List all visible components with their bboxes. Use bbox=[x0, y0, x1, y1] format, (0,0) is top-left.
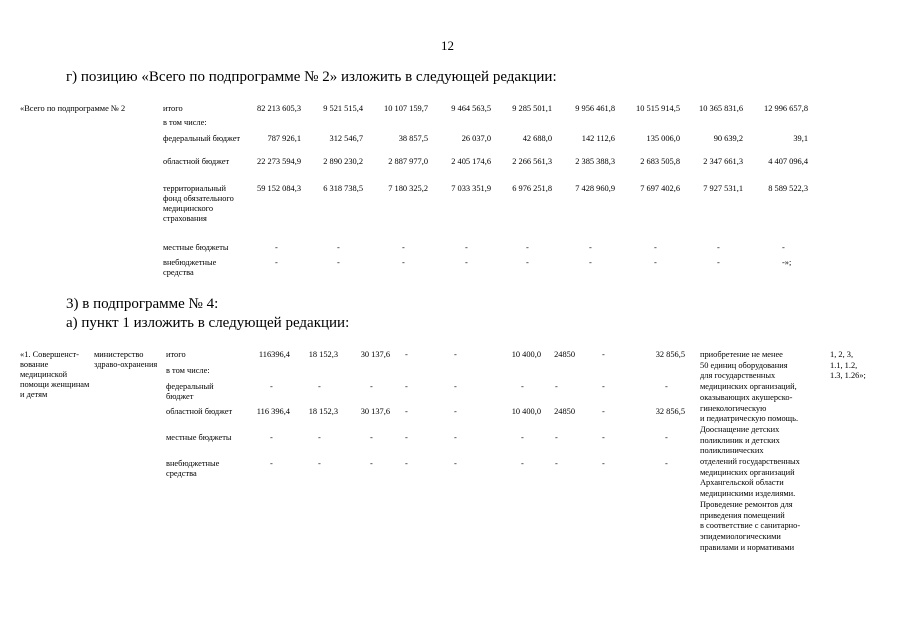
heading-position-total: г) позицию «Всего по подпрограмме № 2» изложить в следующей редакции: bbox=[66, 69, 557, 85]
description-line: поликлиник и детских bbox=[700, 435, 780, 445]
table1-cell: - bbox=[526, 258, 529, 267]
table2-cell: 32 856,5 bbox=[655, 350, 685, 359]
table1-cell: 2 385 388,3 bbox=[575, 157, 615, 166]
table1-cell: 7 428 960,9 bbox=[575, 184, 615, 193]
table1-cell: 787 926,1 bbox=[267, 134, 301, 143]
table2-cell: 18 152,3 bbox=[308, 407, 338, 416]
table2-cell: - bbox=[521, 433, 524, 442]
table1-cell: 7 697 402,6 bbox=[640, 184, 680, 193]
table1-cell: 38 857,5 bbox=[398, 134, 428, 143]
table1-cell: 2 887 977,0 bbox=[388, 157, 428, 166]
description-line: гинекологическую bbox=[700, 403, 767, 413]
table2-cell: 24850 bbox=[554, 407, 575, 416]
table2-cell: - bbox=[318, 459, 321, 468]
page-number: 12 bbox=[441, 38, 454, 53]
heading-subprogram-4: 3) в подпрограмме № 4: bbox=[66, 296, 219, 312]
table2-cell: - bbox=[370, 433, 373, 442]
table2-cell: 10 400,0 bbox=[511, 350, 541, 359]
table1-cell: - bbox=[717, 258, 720, 267]
description-line: приобретение не менее bbox=[700, 350, 783, 359]
table1-cell: -»; bbox=[782, 258, 792, 267]
table2-cell: - bbox=[555, 382, 558, 391]
table1-row-label: местные бюджеты bbox=[163, 243, 229, 252]
table2-cell: - bbox=[405, 407, 408, 416]
table1-cell: 2 683 505,8 bbox=[640, 157, 680, 166]
table1-cell: - bbox=[526, 243, 529, 252]
table1-cell: 59 152 084,3 bbox=[257, 184, 301, 193]
table1-cell: - bbox=[402, 243, 405, 252]
table1-cell: 4 407 096,4 bbox=[768, 157, 808, 166]
table1-cell: 142 112,6 bbox=[581, 134, 615, 143]
description-line: эпидемиологическими bbox=[700, 531, 781, 541]
table2-row-label: федеральный бюджет bbox=[166, 382, 214, 401]
table2-cell: - bbox=[602, 382, 605, 391]
table2-cell: - bbox=[454, 350, 457, 359]
indicator-line: 1.1, 1.2, bbox=[830, 360, 858, 370]
table1-cell: 26 037,0 bbox=[461, 134, 491, 143]
table2-cell: - bbox=[521, 459, 524, 468]
table2-cell: 116 396,4 bbox=[256, 407, 290, 416]
table1-cell: 8 589 522,3 bbox=[768, 184, 808, 193]
table2-description bbox=[700, 350, 800, 553]
table1-cell: - bbox=[654, 258, 657, 267]
table1-row-label: областной бюджет bbox=[163, 157, 230, 166]
description-line: отделений государственных bbox=[700, 457, 800, 467]
table1-row-label: внебюджетные средства bbox=[163, 258, 217, 277]
table2-cell: - bbox=[370, 382, 373, 391]
description-line: Дооснащение детских bbox=[700, 424, 780, 434]
description-line: приведения помещений bbox=[700, 510, 785, 520]
table2-row-label: итого bbox=[166, 350, 186, 359]
table1-cell: 2 405 174,6 bbox=[451, 157, 491, 166]
table1-cell: 2 266 561,3 bbox=[512, 157, 552, 166]
table1-cell: - bbox=[654, 243, 657, 252]
table2-measure-name: «1. Совершенст-вование медицинской помощи женщинам и детям bbox=[20, 350, 90, 399]
indicator-line: 1.3, 1.26»; bbox=[830, 371, 866, 381]
table2-row-label: областной бюджет bbox=[166, 407, 233, 416]
table2-cell: - bbox=[405, 459, 408, 468]
table2-indicators bbox=[830, 350, 866, 382]
table1-cell: - bbox=[782, 243, 785, 252]
description-line: Архангельской области bbox=[700, 478, 784, 488]
table2-cell: - bbox=[318, 433, 321, 442]
table2-cell: - bbox=[602, 459, 605, 468]
table2-cell: - bbox=[521, 382, 524, 391]
table1-cell: 9 464 563,5 bbox=[451, 104, 491, 113]
table1-cell: - bbox=[402, 258, 405, 267]
table1-cell: 10 365 831,6 bbox=[699, 104, 743, 113]
table1-cell: - bbox=[465, 243, 468, 252]
table2-cell: - bbox=[602, 433, 605, 442]
description-line: медицинских организаций, bbox=[700, 382, 797, 392]
table1-cell: 39,1 bbox=[793, 134, 808, 143]
indicator-line: 1, 2, 3, bbox=[830, 350, 854, 359]
table1-cell: 10 107 159,7 bbox=[384, 104, 428, 113]
table2-cell: - bbox=[665, 433, 668, 442]
table2-row-label: внебюджетные средства bbox=[166, 459, 220, 478]
table1-cell: 12 996 657,8 bbox=[764, 104, 808, 113]
table1-cell: - bbox=[589, 243, 592, 252]
table2-cell: 10 400,0 bbox=[511, 407, 541, 416]
table2-cell: - bbox=[665, 382, 668, 391]
table2-cell: - bbox=[270, 382, 273, 391]
table2-cell: - bbox=[370, 459, 373, 468]
table2-row-label: местные бюджеты bbox=[166, 433, 232, 442]
table1-cell: 42 688,0 bbox=[522, 134, 552, 143]
table1-cell: 6 318 738,5 bbox=[323, 184, 363, 193]
table1-cell: - bbox=[275, 243, 278, 252]
table2-cell: 30 137,6 bbox=[360, 350, 390, 359]
table1-row-label: в том числе: bbox=[163, 118, 207, 127]
table1-cell: - bbox=[275, 258, 278, 267]
description-line: для государственных bbox=[700, 371, 776, 381]
heading-item-1: а) пункт 1 изложить в следующей редакции: bbox=[66, 315, 350, 331]
description-line: поликлинических bbox=[700, 446, 764, 456]
table1-row-label: федеральный бюджет bbox=[163, 134, 241, 143]
table2-cell: - bbox=[454, 382, 457, 391]
table1-cell: 9 285 501,1 bbox=[512, 104, 552, 113]
description-line: медицинских организаций bbox=[700, 467, 795, 477]
table2-cell: 32 856,5 bbox=[655, 407, 685, 416]
table1-cell: 9 521 515,4 bbox=[323, 104, 363, 113]
table1-cell: - bbox=[337, 243, 340, 252]
table2-cell: 30 137,6 bbox=[360, 407, 390, 416]
table2-cell: - bbox=[602, 350, 605, 359]
table2-cell: - bbox=[454, 433, 457, 442]
table2-cell: - bbox=[665, 459, 668, 468]
table1-cell: - bbox=[717, 243, 720, 252]
table2-cell: 24850 bbox=[554, 350, 575, 359]
table1-cell: - bbox=[337, 258, 340, 267]
table2-cell: - bbox=[555, 459, 558, 468]
table2-cell: - bbox=[555, 433, 558, 442]
table2-cell: 116396,4 bbox=[258, 350, 290, 359]
table1-cell: - bbox=[589, 258, 592, 267]
table1-row-label: территориальный фонд обязательного медицинского страхования bbox=[163, 184, 234, 223]
description-line: Проведение ремонтов для bbox=[700, 499, 793, 509]
table1-cell: 7 033 351,9 bbox=[451, 184, 491, 193]
table1-title: «Всего по подпрограмме № 2 bbox=[20, 104, 126, 113]
table1-cell: 90 639,2 bbox=[713, 134, 743, 143]
table1-cell: 9 956 461,8 bbox=[575, 104, 615, 113]
table2-cell: 18 152,3 bbox=[308, 350, 338, 359]
description-line: оказывающих акушерско- bbox=[700, 392, 793, 402]
table2-cell: - bbox=[454, 459, 457, 468]
table1-cell: 10 515 914,5 bbox=[636, 104, 680, 113]
table2-cell: - bbox=[405, 350, 408, 359]
table1-cell: 82 213 605,3 bbox=[257, 104, 301, 113]
table2-row-label: в том числе: bbox=[166, 366, 210, 375]
table2-cell: - bbox=[270, 433, 273, 442]
table2-cell: - bbox=[405, 382, 408, 391]
description-line: правилами и нормативами bbox=[700, 542, 795, 552]
table1-cell: 135 006,0 bbox=[646, 134, 680, 143]
table1-cell: 7 927 531,1 bbox=[703, 184, 743, 193]
description-line: 50 единиц оборудования bbox=[700, 360, 788, 370]
description-line: в соответствие с санитарно- bbox=[700, 521, 801, 531]
table1-cell: 6 976 251,8 bbox=[512, 184, 552, 193]
table1-row-label: итого bbox=[163, 104, 183, 113]
description-line: и педиатрическую помощь. bbox=[700, 414, 799, 424]
table1-cell: 2 347 661,3 bbox=[703, 157, 743, 166]
description-line: медицинскими изделиями. bbox=[700, 489, 796, 499]
table2-executor: министерство здраво-охранения bbox=[94, 350, 158, 369]
table1-cell: 312 546,7 bbox=[329, 134, 363, 143]
table1-cell: - bbox=[465, 258, 468, 267]
table2-cell: - bbox=[270, 459, 273, 468]
table2-cell: - bbox=[602, 407, 605, 416]
table2-cell: - bbox=[454, 407, 457, 416]
table2-cell: - bbox=[318, 382, 321, 391]
table1-cell: 22 273 594,9 bbox=[257, 157, 301, 166]
table2-cell: - bbox=[405, 433, 408, 442]
table1-cell: 7 180 325,2 bbox=[388, 184, 428, 193]
table1-cell: 2 890 230,2 bbox=[323, 157, 363, 166]
